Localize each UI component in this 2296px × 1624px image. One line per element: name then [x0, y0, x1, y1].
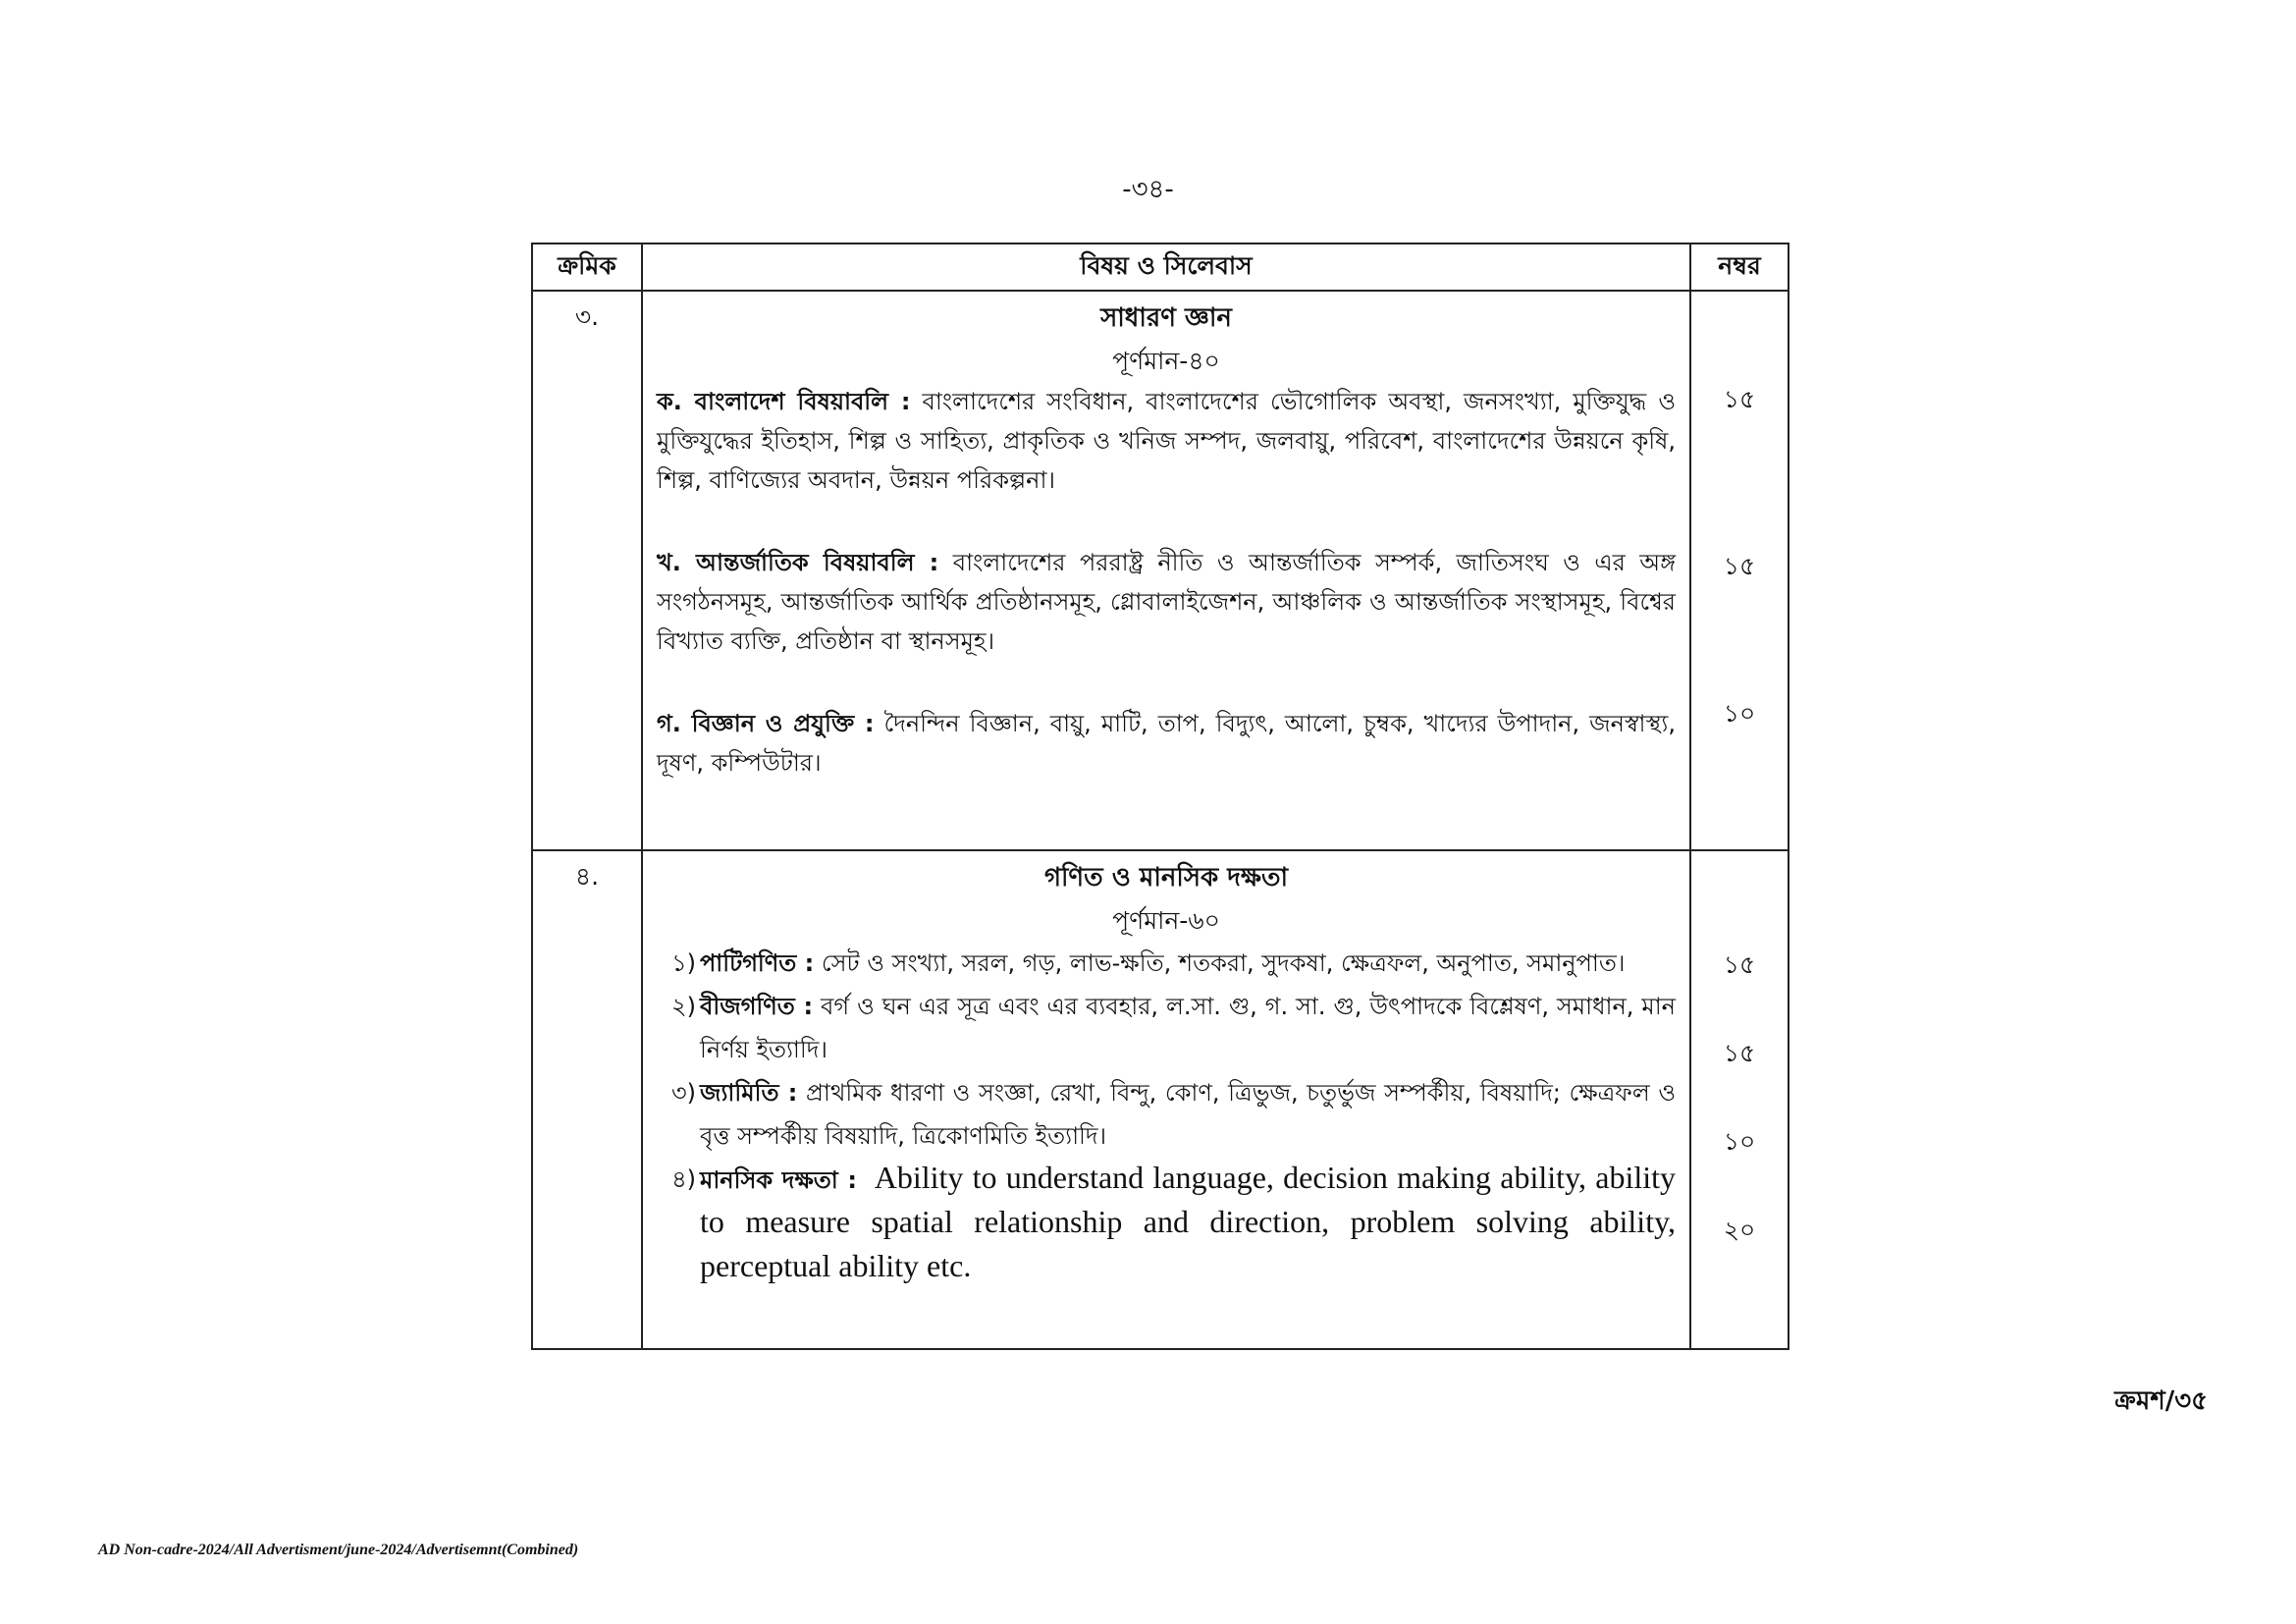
syllabus-item-geometry [657, 1071, 1676, 1158]
syllabus-item-science [657, 704, 1676, 783]
item-heading: মানসিক দক্ষতা : [700, 1166, 857, 1194]
item-body: বর্গ ও ঘন এর সূত্র এবং এর ব্যবহার, ল.সা. গু, গ. সা. গু, উৎপাদকে বিশ্লেষণ, সমাধান, মান নির্ণয় ইত্যাদি। [700, 993, 1676, 1063]
item-heading: বীজগণিত : [700, 993, 814, 1020]
section-title: গণিত ও মানসিক দক্ষতা [1043, 863, 1289, 893]
marks-value: ১০ [1723, 699, 1756, 728]
item-heading: গ. বিজ্ঞান ও প্রযুক্তি : [657, 710, 875, 737]
item-number: ১) [671, 949, 696, 977]
item-heading: জ্যামিতি : [700, 1079, 798, 1107]
page-number: -৩৪- [1122, 175, 1174, 204]
marks-value: ১৫ [1723, 1039, 1756, 1067]
full-marks-label: পূর্ণমান-৪০ [1112, 347, 1220, 375]
table-header-row [532, 244, 1789, 291]
marks-value: ১৫ [1723, 385, 1756, 413]
marks-cell-general-knowledge [1690, 291, 1789, 850]
syllabus-table [531, 243, 1789, 1350]
item-number: ২) [671, 993, 696, 1020]
full-marks-label: পূর্ণমান-৬০ [1112, 906, 1220, 935]
item-body: প্রাথমিক ধারণা ও সংজ্ঞা, রেখা, বিন্দু, কোণ, ত্রিভুজ, চতুর্ভুজ সম্পর্কীয়, বিষয়াদি; ক্ষেত্রফল ও বৃত্ত সম্পর্কীয় বিষয়াদি, ত্রিকোণমিতি ইত্যাদি। [700, 1079, 1676, 1150]
item-number: ৩) [671, 1079, 696, 1107]
syllabus-item-international [657, 543, 1676, 661]
table-row-general-knowledge [532, 291, 1789, 850]
marks-value: ১৫ [1723, 950, 1756, 979]
footer-reference: AD Non-cadre-2024/All Advertisment/june-2024/Advertisemnt(Combined) [98, 1542, 579, 1558]
subject-cell-math-mental [642, 850, 1690, 1349]
header-marks: নম্বর [1690, 244, 1789, 291]
marks-value: ১৫ [1723, 552, 1756, 580]
continued-label: ক্রমশ/৩৫ [2114, 1386, 2208, 1416]
item-body: Ability to understand language, decision making ability, ability to measure spatial relationship and direction, problem solving ability, perceptual ability etc. [700, 1160, 1677, 1283]
serial-cell: ৩. [532, 291, 642, 850]
item-number: ৪) [671, 1165, 696, 1193]
item-heading: ক. বাংলাদেশ বিষয়াবলি : [657, 388, 911, 415]
item-body: দৈনন্দিন বিজ্ঞান, বায়ু, মাটি, তাপ, বিদ্যুৎ, আলো, চুম্বক, খাদ্যের উপাদান, জনস্বাস্থ্য, দূষণ, কম্পিউটার। [657, 710, 1676, 777]
item-heading: পাটিগণিত : [700, 949, 815, 977]
subject-cell-general-knowledge [642, 291, 1690, 850]
syllabus-item-arithmetic [657, 942, 1676, 985]
syllabus-item-bangladesh [657, 382, 1676, 500]
item-body: বাংলাদেশের সংবিধান, বাংলাদেশের ভৌগোলিক অবস্থা, জনসংখ্যা, মুক্তিযুদ্ধ ও মুক্তিযুদ্ধের ইতিহাস, শিল্প ও সাহিত্য, প্রাকৃতিক ও খনিজ সম্পদ, জলবায়ু, পরিবেশ, বাংলাদেশের উন্নয়নে কৃষি, শিল্প, বাণিজ্যের অবদান, উন্নয়ন পরিকল্পনা। [657, 388, 1676, 494]
item-body: বাংলাদেশের পররাষ্ট্র নীতি ও আন্তর্জাতিক সম্পর্ক, জাতিসংঘ ও এর অঙ্গ সংগঠনসমূহ, আন্তর্জাতিক আর্থিক প্রতিষ্ঠানসমূহ, গ্লোবালাইজেশন, আঞ্চলিক ও আন্তর্জাতিক সংস্থাসমূহ, বিশ্বের বিখ্যাত ব্যক্তি, প্রতিষ্ঠান বা স্থানসমূহ। [657, 549, 1677, 655]
marks-value: ১০ [1723, 1127, 1756, 1156]
section-title: সাধারণ জ্ঞান [1100, 303, 1232, 333]
header-serial: ক্রমিক [532, 244, 642, 291]
header-subject: বিষয় ও সিলেবাস [642, 244, 1690, 291]
item-heading: খ. আন্তর্জাতিক বিষয়াবলি : [657, 549, 939, 576]
syllabus-item-algebra [657, 985, 1676, 1071]
serial-cell: ৪. [532, 850, 642, 1349]
marks-cell-math-mental [1690, 850, 1789, 1349]
syllabus-item-mental-ability [657, 1158, 1676, 1290]
marks-value: ২০ [1723, 1216, 1756, 1244]
table-row-math-mental [532, 850, 1789, 1349]
item-body: সেট ও সংখ্যা, সরল, গড়, লাভ-ক্ষতি, শতকরা, সুদকষা, ক্ষেত্রফল, অনুপাত, সমানুপাত। [814, 949, 1626, 977]
